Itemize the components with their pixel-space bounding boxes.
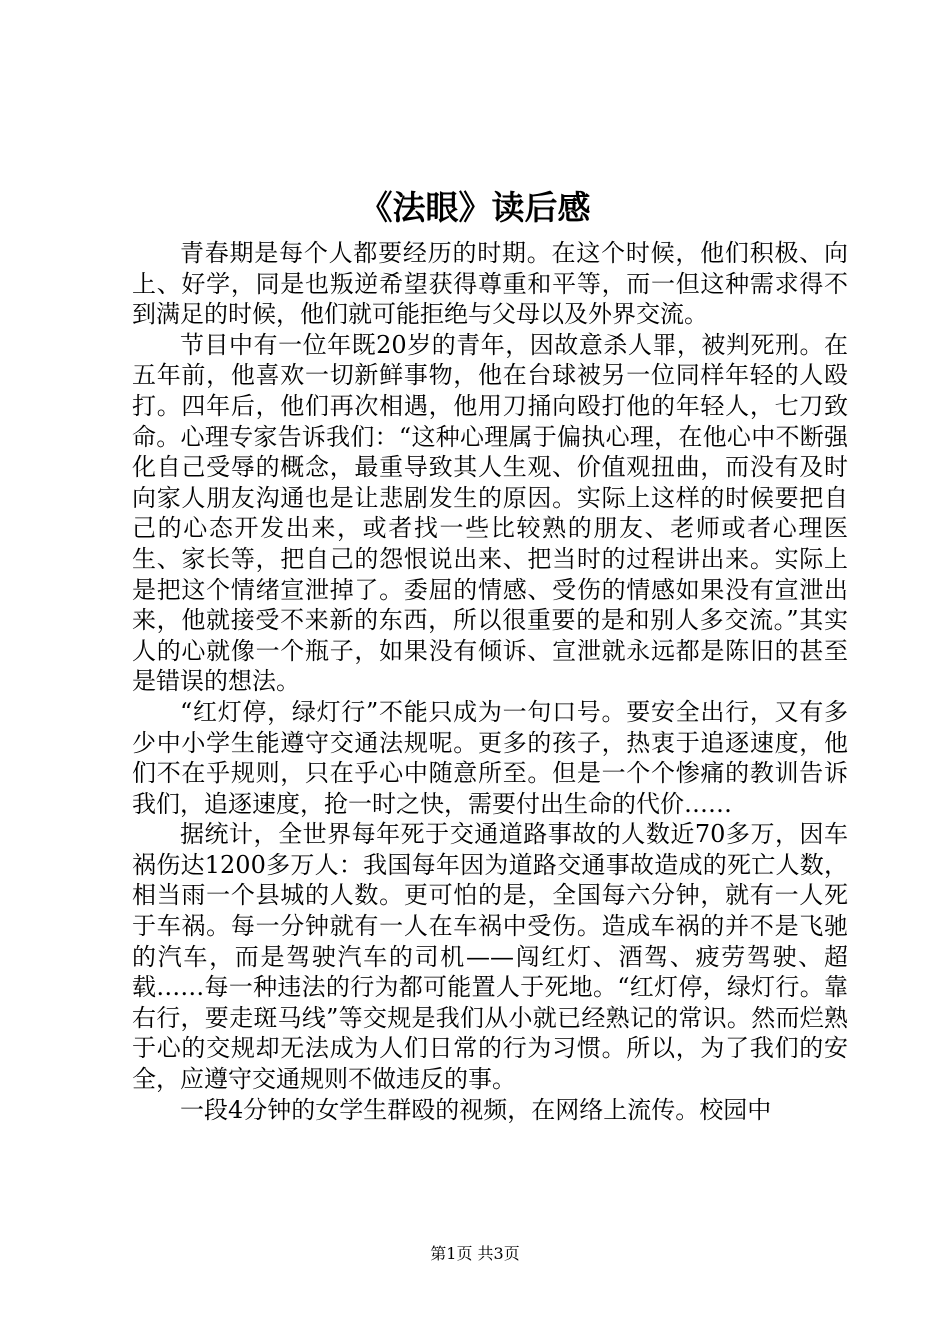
page-footer: 第1页 共3页 bbox=[430, 1244, 520, 1263]
paragraph: “红灯停，绿灯行”不能只成为一句口号。要安全出行，又有多少中小学生能遵守交通法规呢。更多的孩子，热衷于追逐速度，他们不在乎规则，只在乎心中随意所至。但是一个个惨痛的教训告诉我们，追逐速度，抢一时之快，需要付出生命的代价…… bbox=[132, 697, 848, 818]
paragraph: 节目中有一位年既20岁的青年，因故意杀人罪，被判死刑。在五年前，他喜欢一切新鲜事物，他在台球被另一位同样年轻的人殴打。四年后，他们再次相遇，他用刀捅向殴打他的年轻人，七刀致命。心理专家告诉我们：“这种心理属于偏执心理，在他心中不断强化自己受辱的概念，最重导致其人生观、价值观扭曲，而没有及时向家人朋友沟通也是让悲剧发生的原因。实际上这样的时候要把自己的心态开发出来，或者找一些比较熟的朋友、老师或者心理医生、家长等，把自己的怨恨说出来、把当时的过程讲出来。实际上是把这个情绪宣泄掉了。委屈的情感、受伤的情感如果没有宣泄出来，他就接受不来新的东西，所以很重要的是和别人多交流。”其实人的心就像一个瓶子，如果没有倾诉、宣泄就永远都是陈旧的甚至是错误的想法。 bbox=[132, 330, 848, 696]
document-body bbox=[132, 238, 848, 1125]
paragraph: 一段4分钟的女学生群殴的视频，在网络上流传。校园中 bbox=[180, 1095, 772, 1124]
paragraph: 据统计，全世界每年死于交通道路事故的人数近70多万，因车祸伤达1200多万人：我国每年因为道路交通事故造成的死亡人数，相当雨一个县城的人数。更可怕的是，全国每六分钟，就有一人死于车祸。每一分钟就有一人在车祸中受伤。造成车祸的并不是飞驰的汽车，而是驾驶汽车的司机——闯红灯、酒驾、疲劳驾驶、超载……每一种违法的行为都可能置人于死地。“红灯停，绿灯行。靠右行，要走斑马线”等交规是我们从小就已经熟记的常识。然而烂熟于心的交规却无法成为人们日常的行为习惯。所以，为了我们的安全，应遵守交通规则不做违反的事。 bbox=[132, 820, 848, 1094]
document-title: 《法眼》读后感 bbox=[359, 188, 591, 227]
paragraph: 青春期是每个人都要经历的时期。在这个时候，他们积极、向上、好学，同是也叛逆希望获得尊重和平等，而一但这种需求得不到满足的时候，他们就可能拒绝与父母以及外界交流。 bbox=[132, 239, 848, 329]
